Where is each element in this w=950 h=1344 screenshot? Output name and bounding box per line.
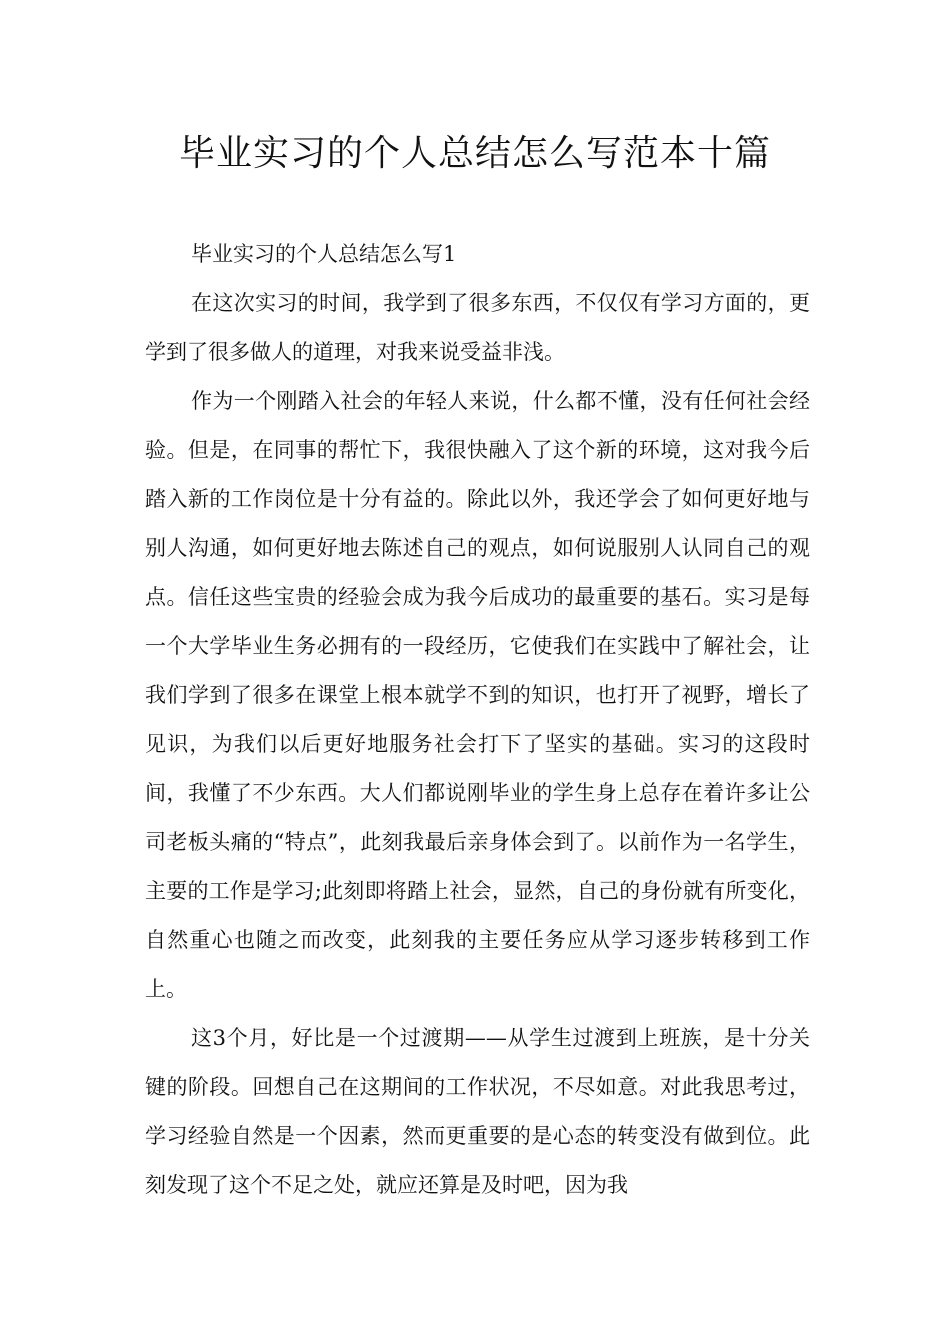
document-body <box>145 230 810 1210</box>
paragraph: 作为一个刚踏入社会的年轻人来说，什么都不懂，没有任何社会经验。但是，在同事的帮忙下，我很快融入了这个新的环境，这对我今后踏入新的工作岗位是十分有益的。除此以外，我还学会了如何更好地与别人沟通，如何更好地去陈述自己的观点，如何说服别人认同自己的观点。信任这些宝贵的经验会成为我今后成功的最重要的基石。实习是每一个大学毕业生务必拥有的一段经历，它使我们在实践中了解社会，让我们学到了很多在课堂上根本就学不到的知识，也打开了视野，增长了见识，为我们以后更好地服务社会打下了坚实的基础。实习的这段时间，我懂了不少东西。大人们都说刚毕业的学生身上总存在着许多让公司老板头痛的“特点”，此刻我最后亲身体会到了。以前作为一名学生，主要的工作是学习;此刻即将踏上社会，显然，自己的身份就有所变化，自然重心也随之而改变，此刻我的主要任务应从学习逐步转移到工作上。 <box>145 389 810 1001</box>
paragraph: 这3个月，好比是一个过渡期——从学生过渡到上班族，是十分关键的阶段。回想自己在这期间的工作状况，不尽如意。对此我思考过，学习经验自然是一个因素，然而更重要的是心态的转变没有做到位。此刻发现了这个不足之处，就应还算是及时吧，因为我 <box>145 1026 810 1197</box>
document-title: 毕业实习的个人总结怎么写范本十篇 <box>178 133 771 174</box>
paragraph: 在这次实习的时间，我学到了很多东西，不仅仅有学习方面的，更学到了很多做人的道理，对我来说受益非浅。 <box>145 291 810 364</box>
section-heading: 毕业实习的个人总结怎么写1 <box>191 242 457 266</box>
